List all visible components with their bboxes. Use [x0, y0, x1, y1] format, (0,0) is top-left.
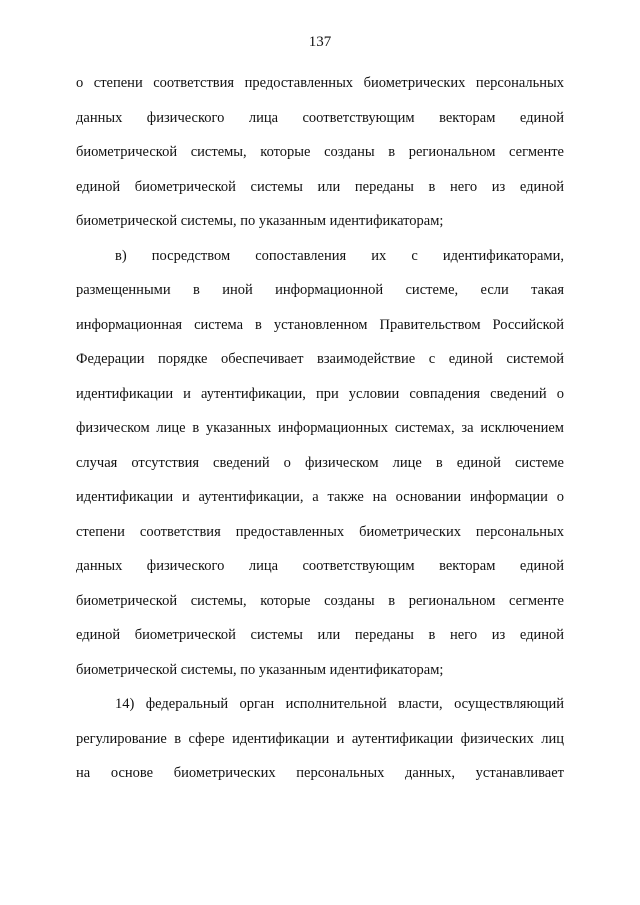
text-line: степени соответствия предоставленных биометрических персональных	[76, 523, 564, 540]
page-number: 137	[308, 34, 332, 50]
text-line: в) посредством сопоставления их с идентификаторами,	[115, 247, 564, 264]
text-line: биометрической системы, которые созданы в региональном сегменте	[76, 144, 564, 160]
text-line: регулирование в сфере идентификации и аутентификации физических лиц	[76, 730, 564, 747]
text-line: биометрической системы, по указанным идентификаторам;	[76, 213, 444, 229]
text-line: физическом лице в указанных информационных системах, за исключением	[76, 420, 564, 436]
text-line: данных физического лица соответствующим векторам единой	[76, 558, 564, 574]
text-line: о степени соответствия предоставленных биометрических персональных	[76, 75, 564, 91]
text-line: идентификации и аутентификации, а также на основании информации о	[76, 489, 564, 505]
text-line: 14) федеральный орган исполнительной власти, осуществляющий	[115, 696, 564, 712]
text-line: биометрической системы, которые созданы в региональном сегменте	[76, 592, 564, 609]
text-line: единой биометрической системы или переданы в него из единой	[76, 178, 564, 195]
text-line: случая отсутствия сведений о физическом лице в единой системе	[76, 454, 564, 471]
text-line: биометрической системы, по указанным идентификаторам;	[76, 661, 444, 678]
text-line: размещенными в иной информационной системе, если такая	[76, 282, 564, 298]
text-line: единой биометрической системы или переданы в него из единой	[76, 627, 564, 643]
text-line: данных физического лица соответствующим векторам единой	[76, 109, 564, 126]
text-line: Федерации порядке обеспечивает взаимодействие с единой системой	[76, 351, 564, 367]
text-line: идентификации и аутентификации, при условии совпадения сведений о	[76, 385, 564, 402]
body-text	[76, 66, 564, 791]
text-line: информационная система в установленном Правительством Российской	[76, 316, 564, 333]
text-line: на основе биометрических персональных данных, устанавливает	[76, 765, 564, 781]
